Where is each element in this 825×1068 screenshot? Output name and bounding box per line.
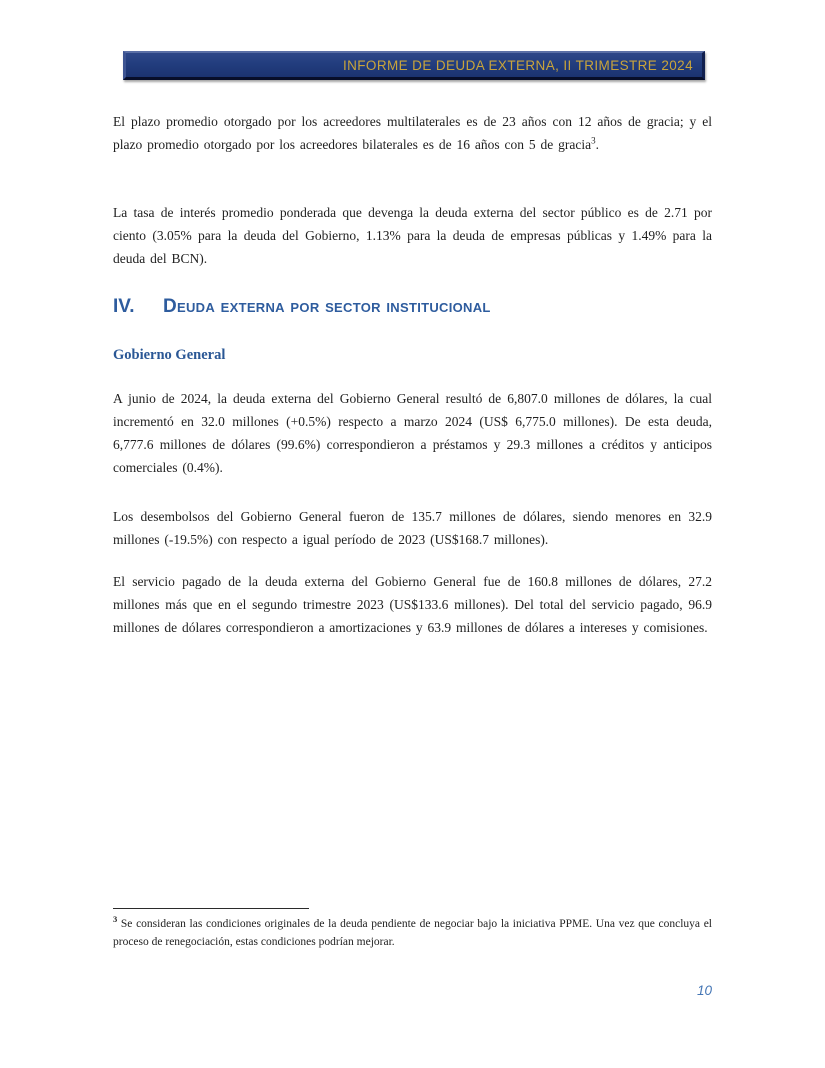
- paragraph-servicio-pagado: El servicio pagado de la deuda externa del Gobierno General fue de 160.8 millones de dólares, 27.2 millones más que en el segundo trimestre 2023 (US$133.6 millones). Del total del servicio pagado, 96.9 millones de dólares correspondieron a amortizaciones y 63.9 millones de dólares a intereses y comisiones.: [113, 574, 712, 635]
- paragraph-tasa-interes: La tasa de interés promedio ponderada que devenga la deuda externa del sector público es de 2.71 por ciento (3.05% para la deuda del Gobierno, 1.13% para la deuda de empresas públicas y 1.49% para la deuda del BCN).: [113, 205, 712, 266]
- footnote: [113, 916, 712, 951]
- footnote-separator: [113, 908, 309, 909]
- footnote-marker: 3: [113, 914, 118, 925]
- paragraph-plazo-promedio-period: .: [595, 137, 599, 152]
- page-number: 10: [696, 983, 712, 998]
- paragraph-plazo-promedio: [113, 110, 712, 156]
- footnote-text: Se consideran las condiciones originales de la deuda pendiente de negociar bajo la iniciativa PPME. Una vez que concluya el proceso de renegociación, estas condiciones podrían mejorar.: [113, 918, 712, 948]
- report-title: INFORME DE DEUDA EXTERNA, II TRIMESTRE 2024: [342, 57, 693, 73]
- paragraph-plazo-promedio-text: El plazo promedio otorgado por los acreedores multilaterales es de 23 años con 12 años de gracia; y el plazo promedio otorgado por los acreedores bilaterales es de 16 años con 5 de gracia: [113, 114, 712, 152]
- paragraph-desembolsos: Los desembolsos del Gobierno General fueron de 135.7 millones de dólares, siendo menores en 32.9 millones (-19.5%) con respecto a igual período de 2023 (US$168.7 millones).: [113, 509, 712, 547]
- section-heading: [113, 295, 712, 319]
- header-banner: [123, 51, 705, 80]
- section-number: IV.: [113, 296, 135, 317]
- section-title: Deuda externa por sector institucional: [163, 296, 491, 317]
- paragraph-deuda-gobierno-general: A junio de 2024, la deuda externa del Gobierno General resultó de 6,807.0 millones de dólares, la cual incrementó en 32.0 millones (+0.5%) respecto a marzo 2024 (US$ 6,775.0 millones). De esta deuda, 6,777.6 millones de dólares (99.6%) correspondieron a préstamos y 29.3 millones a créditos y anticipos comerciales (0.4%).: [113, 391, 712, 475]
- footnote-reference-3: 3: [591, 135, 596, 146]
- subsection-title-gobierno-general: Gobierno General: [113, 347, 226, 363]
